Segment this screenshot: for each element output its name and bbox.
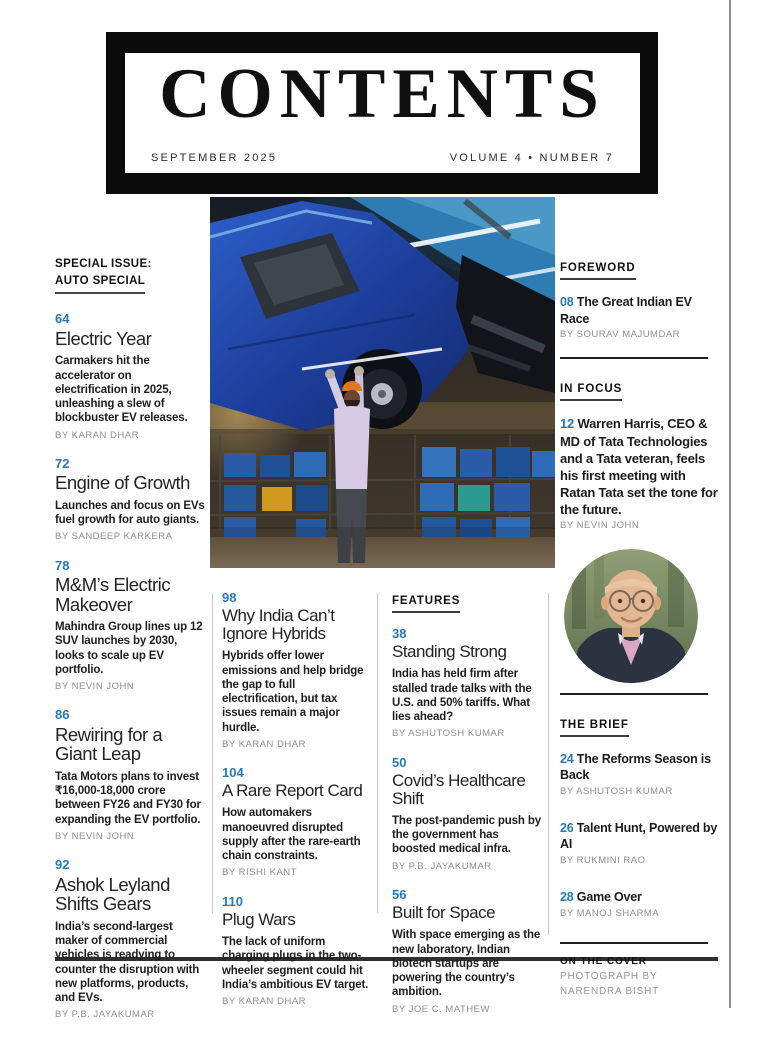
article-byline: BY NEVIN JOHN (55, 830, 135, 842)
cover-photo-assembly-line (210, 197, 555, 568)
toc-item-78[interactable] (55, 559, 207, 694)
article-byline: BY ASHUTOSH KUMAR (392, 728, 505, 740)
article-byline: BY KARAN DHAR (222, 738, 306, 750)
toc-item-86[interactable] (55, 708, 207, 843)
column-divider-2 (377, 593, 378, 913)
page-number: 12 (560, 416, 575, 432)
article-title: The Great Indian EV Race (560, 295, 692, 326)
article-byline: BY MANOJ SHARMA (560, 907, 660, 919)
article-desc: India’s second-largest maker of commercial vehicles is readying to counter the disruption with new platforms, products, and EVs. (55, 920, 200, 1005)
portrait-illustration (564, 549, 698, 683)
page-number: 110 (222, 893, 243, 909)
toc-item-104[interactable] (222, 766, 372, 880)
page-edge-line (729, 0, 731, 1008)
article-title: Ashok Leyland Shifts Gears (55, 873, 170, 915)
toc-item-24[interactable] (560, 751, 718, 798)
cover-credit-line2: NARENDRA BISHT (560, 985, 659, 997)
kicker-line1: SPECIAL ISSUE: (55, 258, 152, 270)
article-desc: Mahindra Group lines up 12 SUV launches by 2030, looks to scale up EV portfolio. (55, 621, 203, 676)
article-title: Rewiring for a Giant Leap (55, 723, 163, 765)
article-desc: How automakers manoeuvred disrupted supply after the rare-earth chain constraints. (222, 807, 361, 863)
page-number: 98 (222, 590, 237, 605)
kicker-line2: AUTO SPECIAL (55, 273, 145, 295)
article-title: Plug Wars (222, 910, 296, 930)
page-title: CONTENTS (159, 55, 606, 133)
page-number: 28 (560, 890, 574, 905)
auto-special-continued-column (222, 591, 372, 1023)
features-header: FEATURES (392, 595, 460, 613)
article-desc: India has held firm after stalled trade talks with the U.S. and 50% tariffs. What lies ahead? (392, 668, 532, 724)
article-desc: Carmakers hit the accelerator on electrification in 2025, unleashing a slew of blockbuster EV releases. (55, 355, 188, 425)
article-title: Engine of Growth (55, 472, 190, 494)
article-byline: BY SOURAV MAJUMDAR (560, 329, 681, 340)
article-desc: The lack of uniform charging plugs in the two-wheeler segment could hit India’s ambitious EV target. (222, 936, 369, 991)
article-title: Standing Strong (392, 642, 507, 662)
toc-item-38[interactable] (392, 627, 542, 741)
cover-credit-line1: PHOTOGRAPH BY (560, 971, 658, 983)
page-number: 56 (392, 887, 407, 903)
page-number: 72 (55, 455, 70, 471)
toc-item-92[interactable] (55, 858, 207, 1021)
article-title: Built for Space (392, 903, 496, 923)
article-title: Game Over (576, 890, 642, 905)
toc-item-12[interactable] (560, 415, 718, 532)
article-byline: BY NEVIN JOHN (55, 681, 135, 693)
article-title: Talent Hunt, Powered by AI (560, 820, 718, 852)
article-byline: BY NEVIN JOHN (560, 520, 640, 532)
page-number: 50 (392, 754, 407, 770)
page-number: 24 (560, 751, 574, 766)
article-title: Why India Can’t Ignore Hybrids (222, 606, 335, 644)
article-byline: BY KARAN DHAR (222, 996, 306, 1008)
column-divider-3 (548, 593, 549, 935)
features-column (392, 591, 542, 1031)
volume-number: VOLUME 4 • NUMBER 7 (449, 152, 614, 164)
on-the-cover-header: ON THE COVER (560, 956, 647, 968)
article-byline: BY P.B. JAYAKUMAR (55, 1009, 155, 1021)
article-desc: Hybrids offer lower emissions and help bridge the gap to full electrification, but tax issues remain a major hurdle. (222, 650, 364, 734)
article-byline: BY ASHUTOSH KUMAR (560, 785, 673, 797)
page-number: 26 (560, 820, 574, 835)
article-byline: BY KARAN DHAR (55, 429, 139, 441)
toc-item-28[interactable] (560, 889, 718, 920)
article-byline: BY SANDEEP KARKERA (55, 531, 173, 543)
article-desc: Tata Motors plans to invest ₹16,000-18,000 crore between FY26 and FY30 for expanding the EV portfolio. (55, 770, 201, 826)
toc-item-64[interactable] (55, 312, 207, 442)
issue-date: SEPTEMBER 2025 (151, 152, 278, 164)
toc-item-72[interactable] (55, 457, 207, 544)
article-byline: BY P.B. JAYAKUMAR (392, 860, 492, 872)
masthead-inner (125, 53, 640, 173)
article-title: Warren Harris, CEO & MD of Tata Technologies and a Tata veteran, feels his first meeting with Ratan Tata set the tone for the future. (560, 416, 718, 518)
article-byline: BY RISHI KANT (222, 867, 297, 879)
section-rule (560, 693, 708, 695)
page-number: 92 (55, 857, 70, 873)
factory-photo-illustration (210, 197, 555, 568)
page-number: 08 (560, 295, 574, 309)
page-number: 104 (222, 765, 244, 781)
on-the-cover-block (560, 956, 718, 999)
toc-item-56[interactable] (392, 888, 542, 1016)
toc-item-110[interactable] (222, 895, 372, 1009)
special-issue-column (55, 256, 207, 1037)
page-number: 64 (55, 311, 70, 327)
article-title: Covid’s Healthcare Shift (392, 770, 526, 808)
the-brief-section (560, 715, 718, 921)
article-desc: The post-pandemic push by the government has boosted medical infra. (392, 814, 541, 856)
warren-harris-portrait (564, 549, 698, 683)
in-focus-header: IN FOCUS (560, 383, 622, 401)
section-rule (560, 942, 708, 944)
special-issue-kicker (55, 256, 207, 294)
article-byline: BY RUKMINI RAO (560, 854, 646, 866)
page-number: 86 (55, 707, 70, 723)
right-rail (560, 258, 718, 999)
toc-item-08[interactable] (560, 294, 718, 341)
article-title: The Reforms Season is Back (560, 751, 711, 783)
page-number: 38 (392, 626, 407, 641)
foreword-header: FOREWORD (560, 262, 636, 280)
section-rule (560, 357, 708, 359)
article-desc: Launches and focus on EVs fuel growth for auto giants. (55, 499, 205, 526)
column-divider-1 (212, 593, 213, 913)
article-desc: With space emerging as the new laboratory, Indian biotech startups are powering the country’s ambition. (392, 929, 541, 999)
the-brief-header: THE BRIEF (560, 719, 629, 737)
article-title: M&M’s Electric Makeover (55, 573, 170, 615)
article-title: Electric Year (55, 327, 152, 349)
page-number: 78 (55, 557, 70, 573)
article-title: A Rare Report Card (222, 781, 363, 801)
masthead-box (106, 32, 658, 194)
toc-item-98[interactable] (222, 591, 372, 751)
article-byline: BY JOE C. MATHEW (392, 1003, 490, 1015)
toc-item-50[interactable] (392, 756, 542, 873)
toc-item-26[interactable] (560, 820, 718, 867)
